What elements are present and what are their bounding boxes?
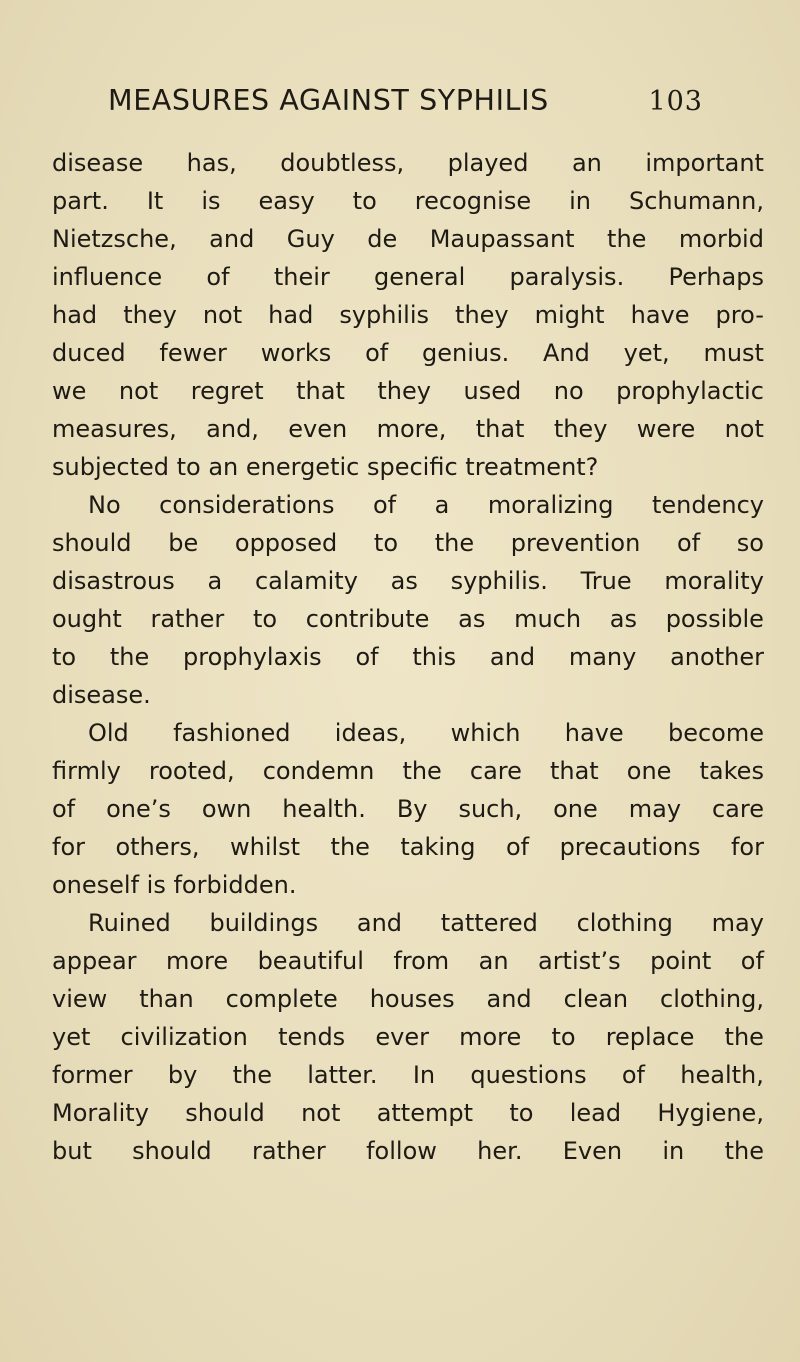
text-line: duced fewer works of genius. And yet, must	[52, 339, 764, 367]
page-number: 103	[648, 86, 703, 117]
text-line: had they not had syphilis they might have pro-	[52, 301, 764, 329]
text-line: we not regret that they used no prophylactic	[52, 377, 764, 405]
text-line: view than complete houses and clean clothing,	[52, 985, 764, 1013]
running-head	[108, 84, 703, 117]
running-head-title: MEASURES AGAINST SYPHILIS	[108, 84, 549, 117]
text-line: Morality should not attempt to lead Hygiene,	[52, 1099, 764, 1127]
paragraph-start-line: No considerations of a moralizing tendency	[88, 491, 764, 519]
text-line: disease has, doubtless, played an important	[52, 149, 764, 177]
text-line: appear more beautiful from an artist’s point of	[52, 947, 764, 975]
text-line: for others, whilst the taking of precautions for	[52, 833, 764, 861]
text-line: ought rather to contribute as much as possible	[52, 605, 764, 633]
body-text	[52, 144, 764, 1170]
text-line: influence of their general paralysis. Perhaps	[52, 263, 764, 291]
text-line: former by the latter. In questions of health,	[52, 1061, 764, 1089]
text-line: part. It is easy to recognise in Schumann,	[52, 187, 764, 215]
paragraph-start-line: Old fashioned ideas, which have become	[88, 719, 764, 747]
text-line: of one’s own health. By such, one may care	[52, 795, 764, 823]
text-line: but should rather follow her. Even in the	[52, 1137, 764, 1165]
text-line: firmly rooted, condemn the care that one takes	[52, 757, 764, 785]
text-line: disastrous a calamity as syphilis. True morality	[52, 567, 764, 595]
text-line: yet civilization tends ever more to replace the	[52, 1023, 764, 1051]
text-line: measures, and, even more, that they were not	[52, 415, 764, 443]
text-line: should be opposed to the prevention of so	[52, 529, 764, 557]
text-line: disease.	[52, 681, 151, 709]
text-line: Nietzsche, and Guy de Maupassant the morbid	[52, 225, 764, 253]
text-line: oneself is forbidden.	[52, 871, 297, 899]
paragraph-start-line: Ruined buildings and tattered clothing may	[88, 909, 764, 937]
text-line: to the prophylaxis of this and many another	[52, 643, 764, 671]
text-line: subjected to an energetic specific treatment?	[52, 453, 599, 481]
